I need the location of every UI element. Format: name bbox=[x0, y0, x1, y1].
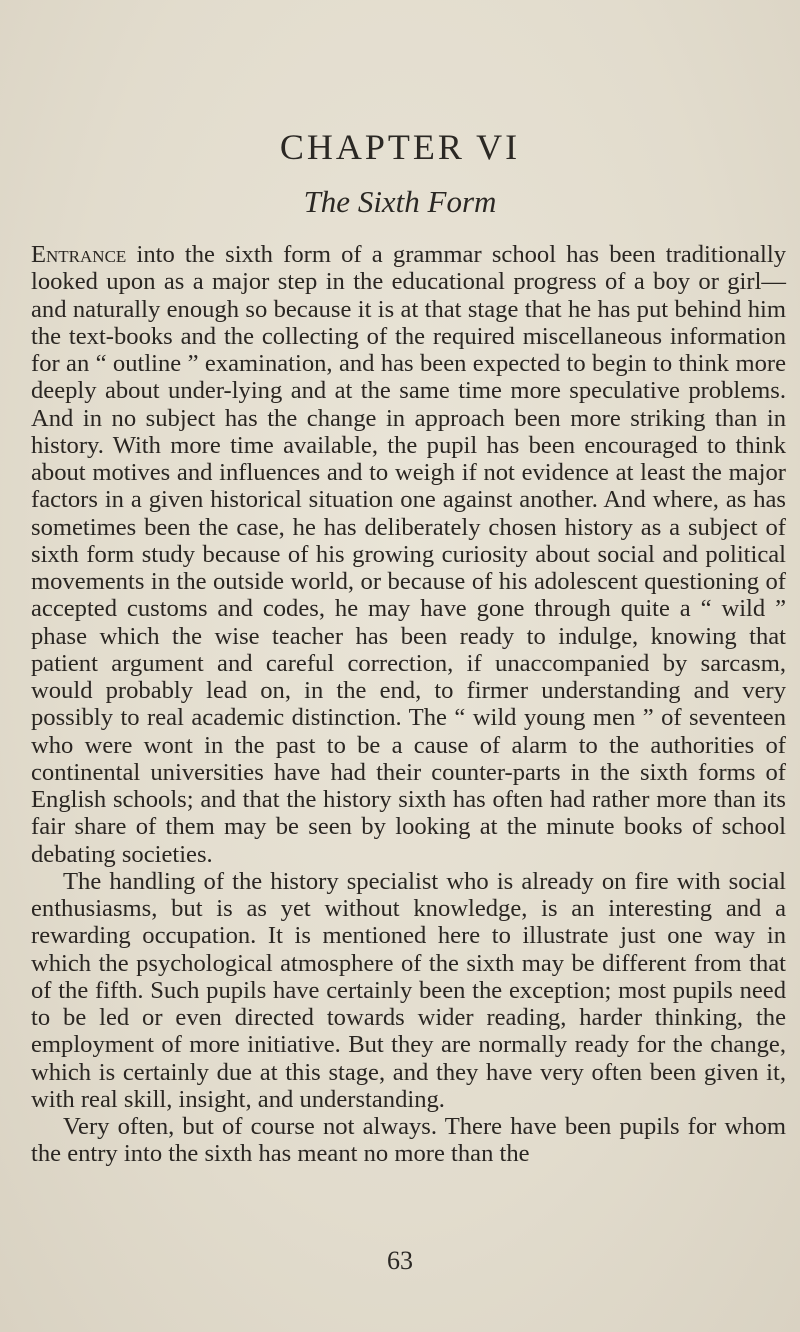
body-text bbox=[31, 241, 786, 1168]
chapter-heading: CHAPTER VI bbox=[279, 127, 521, 167]
paragraph-3: Very often, but of course not always. There have been pupils for whom the entry into the sixth has meant no more than the bbox=[31, 1113, 786, 1168]
paragraph-1 bbox=[31, 241, 786, 868]
page-number: 63 bbox=[387, 1246, 413, 1275]
chapter-title: The Sixth Form bbox=[303, 184, 497, 219]
paragraph-2: The handling of the history specialist who is already on fire with social enthusiasms, but is as yet without knowledge, is an interesting and a rewarding occupation. It is mentioned here to illustrate just one way in which the psychological atmosphere of the sixth may be different from that of the fifth. Such pupils have certainly been the exception; most pupils need to be led or even directed towards wider reading, harder thinking, the employment of more initiative. But they are normally ready for the change, which is certainly due at this stage, and they have very often been given it, with real skill, insight, and understanding. bbox=[31, 867, 786, 1113]
paragraph-1-lead-word: Entrance bbox=[31, 241, 127, 268]
paragraph-1-text: into the sixth form of a grammar school has been traditionally looked upon as a major step in the educational progress of a boy or girl—and naturally enough so because it is at that stage that he has put behind him the text-books and the collecting of the required miscellaneous information for an “ outline ” examination, and has been expected to begin to think more deeply about under-lying and at the same time more speculative problems. And in no subject has the change in approach been more striking than in history. With more time available, the pupil has been encouraged to think about motives and influences and to weigh if not evidence at least the major factors in a given historical situation one against another. And where, as has sometimes been the case, he has deliberately chosen history as a subject of sixth form study because of his growing curiosity about social and political movements in the outside world, or because of his adolescent questioning of accepted customs and codes, he may have gone through quite a “ wild ” phase which the wise teacher has been ready to indulge, knowing that patient argument and careful correction, if unaccompanied by sarcasm, would probably lead on, in the end, to firmer understanding and very possibly to real academic distinction. The “ wild young men ” of seventeen who were wont in the past to be a cause of alarm to the authorities of continental universities have had their counter-parts in the sixth forms of English schools; and that the history sixth has often had rather more than its fair share of them may be seen by looking at the minute books of school debating societies. bbox=[31, 241, 786, 868]
